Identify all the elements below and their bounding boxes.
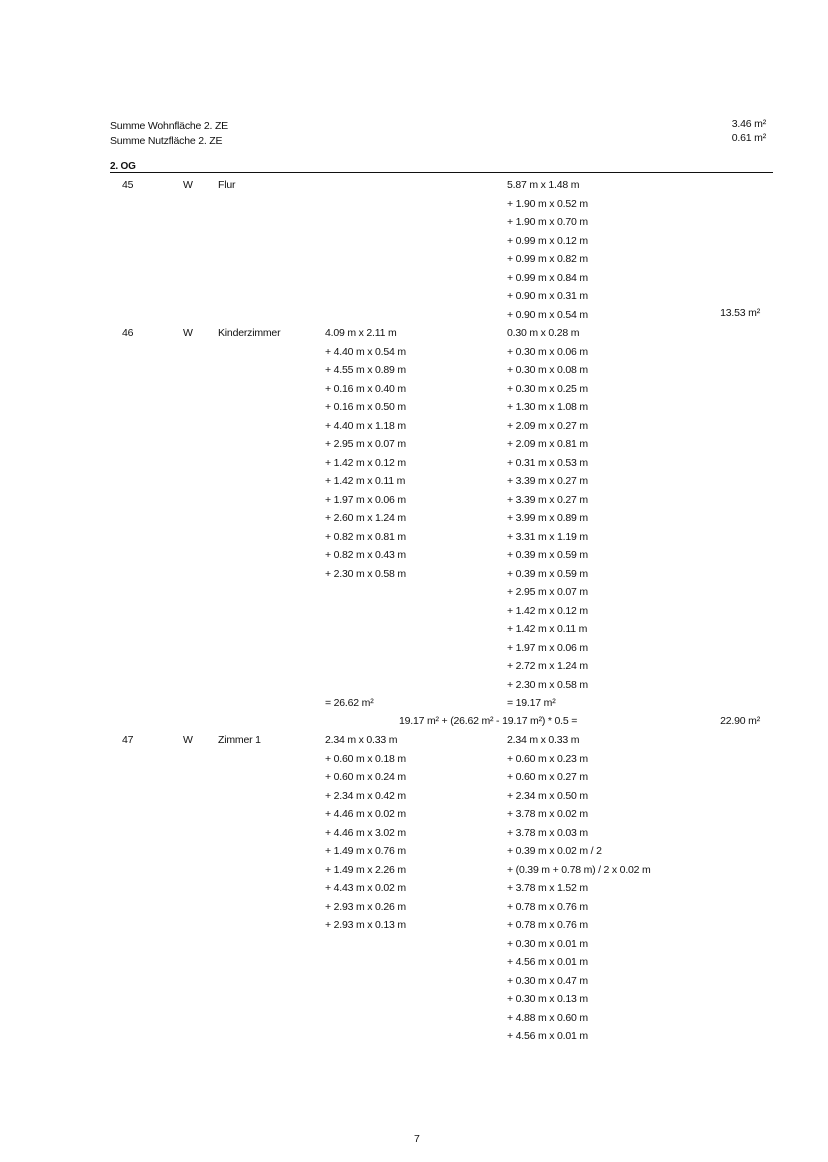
room-type: W: [183, 327, 193, 339]
area-term: + 4.43 m x 0.02 m: [325, 882, 406, 894]
page-number: 7: [414, 1133, 420, 1145]
area-term: + 4.46 m x 0.02 m: [325, 808, 406, 820]
area-term: + 2.30 m x 0.58 m: [325, 567, 406, 580]
weighting-formula: 19.17 m² + (26.62 m² - 19.17 m²) * 0.5 =: [399, 715, 578, 727]
area-term: + 2.72 m x 1.24 m: [507, 660, 588, 672]
room-number: 47: [122, 734, 134, 746]
area-term: + 2.09 m x 0.81 m: [507, 438, 588, 450]
area-term: + 4.46 m x 3.02 m: [325, 826, 406, 839]
area-term: 4.09 m x 2.11 m: [325, 327, 397, 339]
area-term: + 0.39 m x 0.59 m: [507, 549, 588, 561]
section-title: 2. OG: [110, 161, 136, 172]
area-term: + 2.95 m x 0.07 m: [507, 586, 588, 598]
area-term: + 4.88 m x 0.60 m: [507, 1011, 588, 1024]
area-term: + 3.99 m x 0.89 m: [507, 512, 588, 524]
area-term: + 0.99 m x 0.12 m: [507, 234, 588, 247]
area-term: + 0.30 m x 0.01 m: [507, 937, 588, 950]
area-term: + 2.95 m x 0.07 m: [325, 438, 406, 450]
area-term: + 1.42 m x 0.12 m: [325, 456, 406, 469]
room-type: W: [183, 179, 193, 191]
area-term: + 0.39 m x 0.59 m: [507, 567, 588, 580]
area-term: + 1.42 m x 0.11 m: [325, 475, 406, 487]
area-term: + 0.78 m x 0.76 m: [507, 919, 588, 931]
area-term: + 1.42 m x 0.12 m: [507, 604, 588, 617]
area-term: + 1.97 m x 0.06 m: [507, 641, 588, 654]
area-term: + 0.30 m x 0.47 m: [507, 974, 588, 987]
area-term: + 4.55 m x 0.89 m: [325, 364, 406, 376]
room-total: 13.53 m²: [720, 307, 760, 319]
area-term: + 1.97 m x 0.06 m: [325, 493, 406, 506]
area-term: + 0.30 m x 0.13 m: [507, 993, 588, 1005]
area-term: + 2.93 m x 0.13 m: [325, 919, 406, 931]
area-term: + 3.78 m x 0.02 m: [507, 808, 588, 820]
area-term: + 2.93 m x 0.26 m: [325, 900, 406, 913]
area-term: 2.34 m x 0.33 m: [507, 734, 580, 746]
area-term: + 0.60 m x 0.27 m: [507, 771, 588, 783]
area-term: + 2.34 m x 0.42 m: [325, 789, 406, 802]
area-term: + 2.60 m x 1.24 m: [325, 512, 406, 524]
area-term: 2.34 m x 0.33 m: [325, 734, 398, 746]
area-term: + 3.39 m x 0.27 m: [507, 475, 588, 487]
area-term: + 0.30 m x 0.08 m: [507, 364, 588, 376]
area-term: + 1.30 m x 1.08 m: [507, 401, 588, 413]
area-term: + 0.30 m x 0.06 m: [507, 345, 588, 358]
area-term: + 1.90 m x 0.52 m: [507, 197, 588, 210]
area-term: + 3.78 m x 1.52 m: [507, 882, 588, 894]
area-term: + 0.90 m x 0.31 m: [507, 290, 588, 302]
area-term: + 4.56 m x 0.01 m: [507, 956, 588, 968]
room-name: Zimmer 1: [218, 734, 261, 746]
room-number: 46: [122, 327, 134, 339]
summary-nutzflaeche-label: Summe Nutzfläche 2. ZE: [110, 135, 223, 147]
area-term: + 0.99 m x 0.84 m: [507, 271, 588, 284]
area-term: 5.87 m x 1.48 m: [507, 179, 580, 191]
area-term: 0.30 m x 0.28 m: [507, 327, 580, 339]
area-term: + 0.31 m x 0.53 m: [507, 456, 588, 469]
area-term: + 1.49 m x 0.76 m: [325, 845, 406, 857]
area-term: + 0.60 m x 0.23 m: [507, 752, 588, 765]
area-term: + 0.30 m x 0.25 m: [507, 382, 588, 395]
area-term: + 1.42 m x 0.11 m: [507, 623, 588, 635]
area-term: + 4.40 m x 1.18 m: [325, 419, 406, 432]
area-term: + 1.49 m x 2.26 m: [325, 863, 406, 876]
area-term: + 0.82 m x 0.43 m: [325, 549, 406, 561]
area-term: + 2.34 m x 0.50 m: [507, 789, 588, 802]
summary-wohnflaeche-label: Summe Wohnfläche 2. ZE: [110, 120, 228, 132]
area-term: + 0.82 m x 0.81 m: [325, 530, 406, 543]
area-term: + 3.78 m x 0.03 m: [507, 826, 588, 839]
area-term: + 3.31 m x 1.19 m: [507, 530, 588, 543]
area-term: + 0.39 m x 0.02 m / 2: [507, 845, 602, 857]
col-b-sum: = 19.17 m²: [507, 697, 556, 709]
summary-wohnflaeche-value: 3.46 m²: [731, 118, 766, 130]
area-term: + 0.16 m x 0.50 m: [325, 401, 406, 413]
room-number: 45: [122, 179, 134, 191]
area-term: + 0.60 m x 0.18 m: [325, 752, 406, 765]
room-name: Flur: [218, 179, 236, 191]
col-a-sum: = 26.62 m²: [325, 697, 374, 709]
area-term: + 0.60 m x 0.24 m: [325, 771, 406, 783]
area-term: + 3.39 m x 0.27 m: [507, 493, 588, 506]
room-total: 22.90 m²: [720, 715, 760, 727]
area-term: + 4.40 m x 0.54 m: [325, 345, 406, 358]
area-term: + 4.56 m x 0.01 m: [507, 1030, 588, 1042]
area-term: + 2.09 m x 0.27 m: [507, 419, 588, 432]
summary-nutzflaeche-value: 0.61 m²: [731, 132, 766, 144]
area-term: + 0.78 m x 0.76 m: [507, 900, 588, 913]
area-term: + 0.99 m x 0.82 m: [507, 253, 588, 265]
area-term: + 2.30 m x 0.58 m: [507, 678, 588, 691]
area-term: + 0.90 m x 0.54 m: [507, 308, 588, 321]
area-term: + (0.39 m + 0.78 m) / 2 x 0.02 m: [507, 863, 651, 876]
section-divider: [110, 172, 773, 173]
area-term: + 0.16 m x 0.40 m: [325, 382, 406, 395]
room-type: W: [183, 734, 193, 746]
room-name: Kinderzimmer: [218, 327, 281, 339]
area-term: + 1.90 m x 0.70 m: [507, 216, 588, 228]
